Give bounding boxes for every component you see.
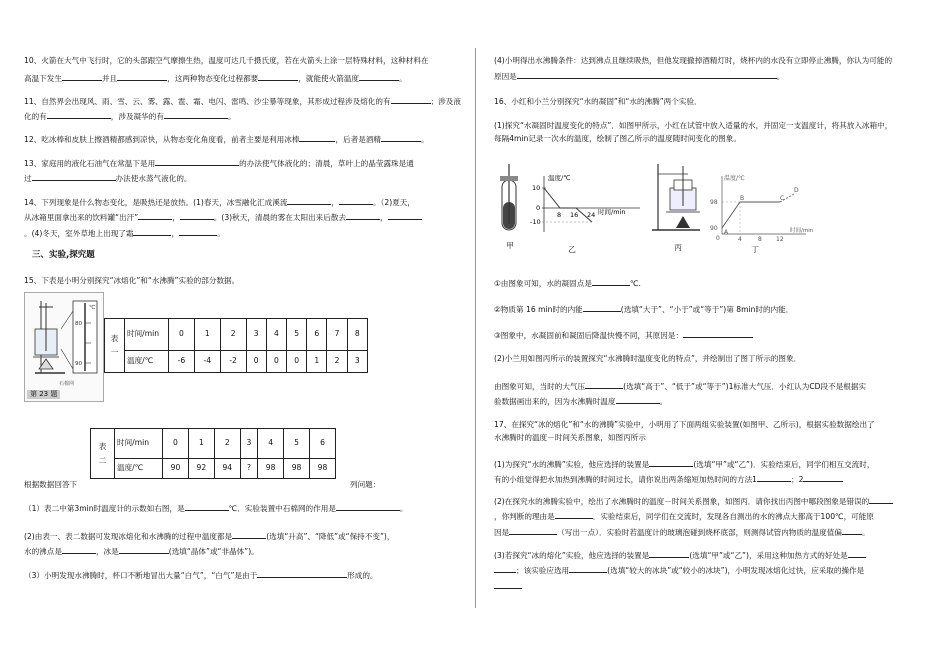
answer-blank[interactable]	[391, 95, 431, 104]
question-10	[24, 56, 462, 85]
table-cell: 0	[246, 351, 266, 373]
answer-blank[interactable]	[616, 395, 660, 404]
q12-text-a: 12、吃冰棒和皮肤上擦酒精都感到凉快，从物态变化角度看，前者主要是利用冰棒	[24, 135, 300, 144]
q10-text-a: 10、火箭在大气中飞行时，它的头部跟空气摩擦生热，温度可达几千摄氏度，若在火箭头上涂一层特殊材料，这种材料在	[24, 56, 429, 65]
table-cell: 0	[169, 319, 195, 351]
instruction-left: 根据数据回答下	[24, 480, 78, 489]
q17-text-b: 水沸腾时的温度－时间关系图象，如图丙所示	[494, 433, 646, 443]
table-cell: 4	[258, 429, 284, 459]
question-16-b	[494, 303, 946, 315]
data-table-1	[104, 318, 368, 373]
table-1-name	[105, 319, 125, 373]
x-tick-4: 4	[738, 236, 742, 243]
table-2-name	[91, 429, 115, 479]
time-header: 时间/min	[125, 319, 169, 351]
q17-1-text-c: 有的小组觉得把水加热到沸腾的时间过长，请你说出两条缩短加热时间的方法1	[494, 475, 758, 485]
q11-text-a: 11、自然界会出现风、雨、雪、云、雾、露、雹、霜、电闪、雷鸣、沙尘暴等现象，其形成过程涉及熔化的有	[24, 97, 391, 106]
question-17-3	[494, 549, 946, 592]
q15-1-text-c: 。	[399, 504, 408, 513]
answer-blank[interactable]	[388, 211, 422, 220]
table-cell: 5	[287, 319, 307, 351]
q13-text-c: 过	[24, 174, 32, 184]
answer-blank[interactable]	[494, 564, 516, 573]
question-15-3	[24, 569, 462, 581]
q16-b-text-a: ②物质第 16 min时的内能	[494, 305, 583, 314]
q15-2-text-e: (选填“晶体”或“非晶体”)。	[168, 547, 259, 557]
table-cell: 1	[307, 351, 327, 373]
answer-blank[interactable]	[32, 172, 116, 181]
question-11	[24, 95, 462, 123]
time-header: 时间/min	[115, 429, 163, 459]
q17-2-text-d: 因是	[494, 527, 510, 537]
table-cell: 5	[284, 429, 310, 459]
x-tick-0: 0	[716, 235, 720, 242]
q15-2-text-d: ，冰是	[95, 547, 119, 557]
answer-blank[interactable]	[517, 70, 777, 79]
temperature-header: 温度/℃	[125, 351, 169, 373]
answer-blank[interactable]	[180, 211, 214, 220]
q17-3-text-b: (选填“甲”或“乙”)，采用这种加热方式的好处是	[689, 551, 848, 560]
table-cell: 0	[163, 429, 189, 459]
q17-2-text-a: (2)在探究水的沸腾实验中，绘出了水沸腾时的温度－时间关系图象，如图丙．请你找出丙图中哪段图象是错误的	[494, 497, 870, 506]
answer-blank[interactable]	[494, 580, 522, 589]
answer-blank[interactable]	[509, 526, 557, 535]
point-c-label: C	[780, 195, 785, 202]
y-tick-10: 10	[532, 184, 541, 192]
q17-2-text-f: 。	[861, 527, 870, 537]
answer-blank[interactable]	[257, 569, 347, 578]
table-cell: 4	[266, 319, 286, 351]
answer-blank[interactable]	[258, 72, 298, 81]
table-name-line-2: 二	[98, 455, 107, 465]
question-17-1	[494, 458, 946, 486]
x-tick-8: 8	[557, 211, 562, 219]
table-cell: 90	[163, 459, 189, 479]
answer-blank[interactable]	[339, 196, 373, 205]
q16-a-text-a: ①由图象可知，水的凝固点是	[494, 279, 592, 288]
question-15-1	[24, 502, 462, 514]
table-cell: 98	[258, 459, 284, 479]
y-tick-98: 98	[710, 199, 718, 206]
figure-label-yi: 乙	[568, 245, 576, 255]
q14-text-c: 。（2)夏天，	[373, 198, 415, 207]
figure-ding	[710, 172, 818, 254]
q16-d-text-d: 。	[659, 397, 668, 407]
instruction-right: 列问题：	[350, 480, 381, 489]
q17-3-text-c: ；该实验应选用	[516, 566, 570, 576]
q16-b-text-b: (选填“大于”、“小于”或“等于”)第 8min时的内能．	[620, 305, 794, 314]
q15-1-text-a: （1）表二中第3min时温度计的示数如右图，是	[24, 504, 185, 513]
q10-text-d: ，这两种物态变化过程都要	[167, 74, 259, 84]
table-name-line-1: 表	[110, 333, 119, 343]
q16-d-text-a: 由图象可知，当时的大气压	[494, 382, 586, 391]
q17-2-text-c: ．实验结束后，同学们在交流时，发现各自测出的水的沸点大都高于100℃，可能原	[592, 512, 874, 522]
answer-blank[interactable]	[359, 72, 399, 81]
question-16-2: (2)小兰用如图丙所示的装置探究“水沸腾时温度变化的特点”，并绘制出了图丁所示的图象．	[494, 354, 802, 363]
answer-blank[interactable]	[842, 526, 862, 535]
q17-2-text-e: （写出一点）．实验时若温度计的玻璃泡碰到烧杯底部，则测得试管内物质的温度值偏	[557, 527, 842, 537]
thermometer-unit-label: ℃	[89, 305, 96, 311]
answer-blank[interactable]	[232, 530, 266, 539]
table-name-line-1: 表	[98, 441, 107, 451]
question-15-4	[494, 56, 946, 83]
table-cell: 3	[246, 319, 266, 351]
q17-1-text-a: (1)为探究“水的沸腾”实验，他应选择的装置是	[494, 460, 650, 469]
table-cell: 3	[347, 351, 367, 373]
q10-text-e: ，就能使火箭温度	[298, 74, 360, 84]
y-axis-label: 温度/℃	[724, 175, 745, 182]
q14-text-h: 。(4)冬天，室外草地上出现了霜	[24, 228, 134, 238]
y-axis-label: 温度/℃	[548, 174, 571, 182]
table-cell: ?	[240, 459, 257, 479]
answer-blank[interactable]	[683, 329, 753, 338]
table-cell: 6	[310, 429, 336, 459]
boiling-apparatus-diagram	[25, 293, 105, 389]
table-cell: 2	[214, 429, 240, 459]
question-13	[24, 157, 462, 185]
answer-blank[interactable]	[133, 227, 171, 236]
table-cell: -2	[220, 351, 246, 373]
q11-text-e: 。	[227, 112, 236, 122]
figure-label-jia: 甲	[506, 241, 514, 251]
table-cell: 2	[327, 351, 347, 373]
q17-3-text-d: (选填“较大的冰块”或“较小的冰块”)，小明发现冰熔化过快，应采取的操作是	[607, 566, 865, 576]
answer-blank[interactable]	[119, 545, 169, 554]
q17-2-text-b: ，你判断的理由是	[494, 512, 555, 522]
answer-blank[interactable]	[346, 211, 380, 220]
answer-blank[interactable]	[336, 502, 400, 511]
temperature-header: 温度/℃	[115, 459, 163, 479]
answer-blank[interactable]	[583, 303, 621, 312]
answer-blank[interactable]	[185, 502, 229, 511]
point-a-label: A	[724, 229, 729, 236]
q11-text-d: ，涉及凝华的有	[110, 112, 164, 122]
answer-blank[interactable]	[848, 549, 866, 558]
q15-4-text-a: (4)小明得出水沸腾条件：达到沸点且继续吸热，但他发现撤掉酒精灯时，烧杯内的水没有立即停止沸腾，你认为可能的	[494, 56, 893, 65]
answer-blank[interactable]	[155, 157, 239, 166]
x-tick-12: 12	[776, 236, 784, 243]
figure-yi	[532, 172, 650, 254]
figure-caption: 第 23 题	[27, 390, 60, 399]
q14-text-i: ，	[171, 228, 180, 238]
q15-3-text-b: 形成的。	[347, 571, 378, 580]
answer-blank[interactable]	[569, 564, 607, 573]
column-divider	[475, 48, 476, 608]
x-tick-24: 24	[587, 211, 596, 219]
table-cell: 98	[310, 459, 336, 479]
thermometer-tick-80: 80	[75, 321, 82, 327]
q15-1-text-b: ℃．实验装置中石棉网的作用是	[228, 504, 336, 513]
question-16-d	[494, 380, 946, 408]
q16-d-text-b: (选填“高于”、“低于”或“等于”)1标准大气压．小红认为CD段不是根据实	[623, 382, 867, 391]
q16-d-text-c: 验数据画出来的，因为水沸腾时温度	[494, 397, 616, 407]
figure-label-bing: 丙	[674, 243, 682, 253]
answer-blank[interactable]	[299, 133, 335, 142]
answer-blank[interactable]	[117, 72, 167, 81]
table-cell: -4	[194, 351, 220, 373]
q17-text-a: 17、在探究“冰的熔化”和“水的沸腾”实验中，小明用了下面两组实验装置(如图甲、乙所示)，根据实验数据绘出了	[494, 420, 875, 429]
x-axis-label: 时间/min	[790, 228, 814, 234]
q14-text-g: ，	[380, 213, 388, 223]
point-d-label: D	[794, 187, 799, 194]
answer-blank[interactable]	[649, 549, 689, 558]
question-12	[24, 133, 462, 145]
question-14	[24, 196, 462, 239]
answer-blank[interactable]	[555, 510, 593, 519]
q13-text-d: 办法使水蒸气液化的。	[115, 174, 192, 184]
answer-blank[interactable]	[381, 133, 421, 142]
answer-blank[interactable]	[869, 495, 893, 504]
question-15-intro: 15、下表是小明分别探究“冰熔化”和“水沸腾”实验的部分数据。	[24, 276, 240, 285]
solidification-graph	[532, 172, 650, 242]
q14-text-j: 。	[217, 228, 225, 238]
question-16-c	[494, 329, 946, 341]
thermometer-tick-90: 90	[75, 361, 82, 367]
q14-text-f: 。(3)秋天，清晨的雾在太阳出来后散去	[213, 213, 347, 223]
table-cell: 6	[307, 319, 327, 351]
table-cell: 1	[188, 429, 214, 459]
table-cell: 0	[266, 351, 286, 373]
q13-text-b: 的办法使气体液化的；清晨，草叶上的晶莹露珠是通	[239, 159, 414, 168]
figure-23	[24, 292, 104, 402]
q10-text-c: 并且	[101, 74, 118, 84]
answer-blank[interactable]	[179, 227, 217, 236]
q14-text-d: 从冰箱里面拿出来的饮料罐“出汗”	[24, 213, 139, 223]
table-cell: 3	[240, 429, 257, 459]
answer-blank[interactable]	[585, 380, 623, 389]
q15-2-text-b: (选填“升高”、“降低”或“保持不变”)，	[266, 532, 395, 541]
answer-blank[interactable]	[164, 110, 228, 119]
boiling-graph	[710, 172, 818, 242]
question-15-2	[24, 530, 462, 558]
table-cell: 7	[327, 319, 347, 351]
table-cell: 98	[284, 459, 310, 479]
table-cell: 8	[347, 319, 367, 351]
answer-blank[interactable]	[62, 72, 102, 81]
q14-text-b: ，	[331, 198, 340, 207]
table-name-line-2: 一	[110, 347, 119, 357]
answer-blank[interactable]	[138, 211, 172, 220]
x-axis-label: 时间/min	[598, 208, 626, 216]
q14-text-a: 14、下列现象是什么物态变化，是吸热还是放热。(1)春天，冰雪融化汇成溪流	[24, 198, 288, 207]
answer-blank[interactable]	[757, 473, 791, 482]
q10-text-f: 。	[399, 74, 407, 84]
y-tick-0: 0	[536, 204, 541, 212]
test-tube-diagram	[496, 162, 526, 238]
figure-jia	[496, 162, 526, 250]
q15-2-text-a: (2)由表一、表二数据可发现冰熔化和水沸腾的过程中温度都是	[24, 532, 233, 541]
answer-blank[interactable]	[803, 473, 843, 482]
question-17-2	[494, 495, 946, 538]
table-cell: 94	[214, 459, 240, 479]
q15-3-text-a: （3）小明发现水沸腾时，杯口不断地冒出大量“白气”，“白气”是由于	[24, 571, 258, 580]
question-16-a	[494, 277, 946, 289]
q13-text-a: 13、家庭用的液化石油气在常温下是用	[24, 159, 156, 168]
asbestos-gauze-label: 石棉网	[59, 381, 75, 387]
q14-text-e: ，	[172, 213, 180, 223]
answer-blank[interactable]	[287, 196, 331, 205]
data-table-2	[90, 428, 336, 479]
x-tick-8: 8	[758, 236, 762, 243]
q16-1-text-a: (1)探究“水凝固时温度变化的特点”．如图甲所示，小红在试管中放入适量的水，并固定一支温度计，将其放入冰箱中，	[494, 121, 893, 130]
q16-c-text-a: ③图象中，水凝固前和凝固后降温快慢不同，其原因是：	[494, 331, 684, 340]
q11-text-b: ；涉及液	[430, 97, 461, 106]
x-tick-16: 16	[570, 211, 579, 219]
q12-text-b: ，后者是酒精	[335, 135, 382, 144]
question-16-intro: 16、小红和小兰分别探究“水的凝固”和“水的沸腾”两个实验．	[494, 97, 702, 106]
figure-label-ding: 丁	[751, 245, 759, 255]
table-cell: 2	[220, 319, 246, 351]
q15-4-text-c: 。	[776, 72, 785, 82]
q15-2-text-c: 水的沸点是	[24, 547, 62, 557]
boiling-setup-diagram	[648, 160, 708, 240]
section-heading: 三、实验,探究题	[32, 250, 95, 260]
q10-text-b: 高温下发生	[24, 74, 62, 84]
q11-text-c: 化的有	[24, 112, 47, 122]
table-cell: 0	[287, 351, 307, 373]
q15-4-text-b: 原因是	[494, 72, 517, 82]
y-tick-neg10: -10	[530, 218, 541, 226]
table-cell: 92	[188, 459, 214, 479]
question-16-1	[494, 121, 946, 145]
y-tick-90: 90	[710, 225, 718, 232]
q17-1-text-b: (选填“甲”或“乙”)．实验结束后，同学们相互交流时，	[693, 460, 875, 469]
point-b-label: B	[740, 195, 745, 202]
answer-blank[interactable]	[649, 458, 693, 467]
q16-1-text-b: 每隔4min记录一次水的温度，绘制了图乙所示的温度随时间变化的图象。	[494, 134, 741, 144]
q12-text-c: 。	[421, 135, 429, 144]
q17-3-text-a: (3)若探究“冰的熔化”实验，他应选择的装置是	[494, 551, 650, 560]
answer-blank[interactable]	[62, 545, 96, 554]
table-cell: 1	[194, 319, 220, 351]
table-cell: -6	[169, 351, 195, 373]
answer-instruction	[24, 480, 462, 490]
figure-bing	[648, 160, 708, 252]
answer-blank[interactable]	[592, 277, 630, 286]
q16-a-text-b: ℃.	[629, 279, 641, 288]
answer-blank[interactable]	[47, 110, 111, 119]
q17-1-text-d: ；2	[791, 475, 804, 485]
question-17	[494, 420, 946, 444]
